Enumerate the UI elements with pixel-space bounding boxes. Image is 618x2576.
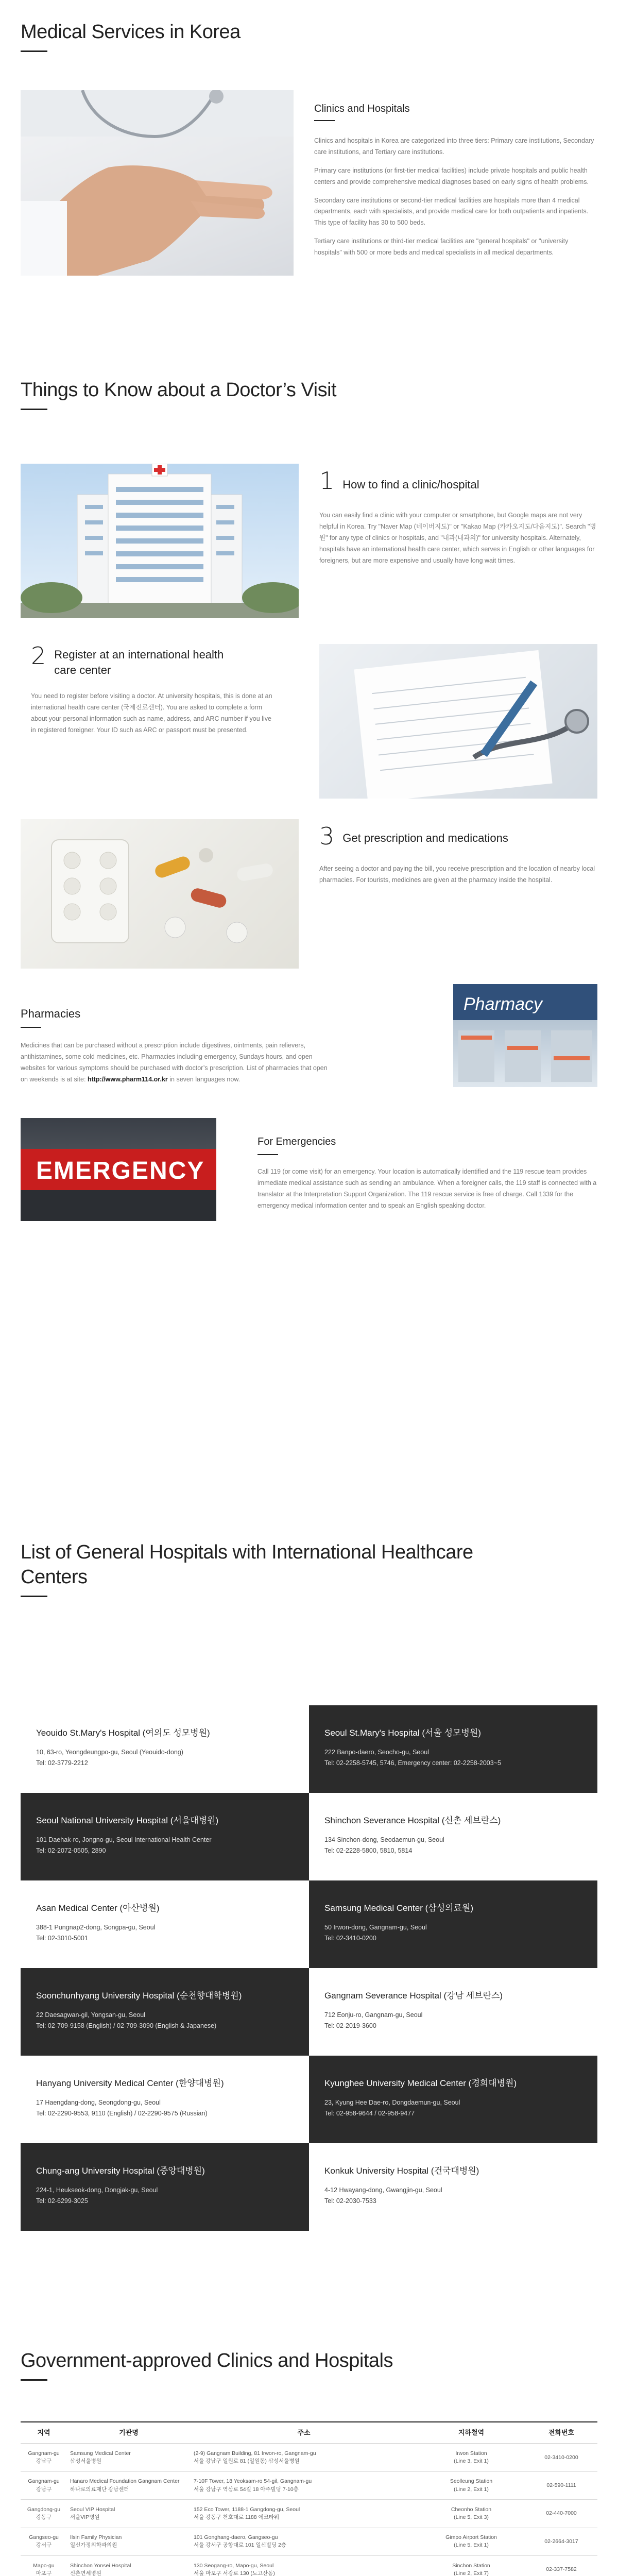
step-3 [319, 824, 597, 886]
pharmacies-title: Pharmacies [21, 1007, 81, 1020]
clinics-table-header [21, 2422, 597, 2444]
pharmacies-link[interactable]: http://www.pharm114.or.kr [87, 1075, 168, 1083]
table-cell: Sinchon Station (Line 2, Exit 7) [417, 2556, 525, 2576]
table-cell: 02-440-7000 [525, 2500, 597, 2528]
emergency-block [258, 1133, 597, 1212]
hospital-building-photo [21, 464, 299, 618]
hospital-address: 712 Eonju-ro, Gangnam-gu, Seoul Tel: 02-2019-3600 [324, 2011, 423, 2030]
hospital-name: Samsung Medical Center (삼성의료원) [324, 1903, 474, 1913]
emergency-sign-text: EMERGENCY [36, 1157, 205, 1184]
table-cell: Mapo-gu 마포구 [21, 2556, 67, 2576]
section-title: Government-approved Clinics and Hospitals [21, 2350, 393, 2371]
table-cell: Gangnam-gu 강남구 [21, 2471, 67, 2499]
step-text: You can easily find a clinic with your computer or smartphone, but Google maps are not very helpful in Korea. Try "Naver Map (네이버지도)" or "Kakao Map (카카오지도/다음지도)". Search "병원" for any type of clinics or hospitals, and "내과(내과의)" for university hospitals. Alternately, hospitals have an international health care center, which serves in English or other languages for foreigners, but are more expensive and usually have long wait times. [319, 512, 596, 564]
column-header: 전화번호 [525, 2422, 597, 2444]
emergency-title-underline [258, 1154, 278, 1155]
pharmacies-text [21, 1040, 335, 1086]
pills-illustration [21, 819, 299, 969]
hospital-name: Konkuk University Hospital (건국대병원) [324, 2166, 479, 2176]
title-underline [21, 1596, 47, 1597]
hospital-card [21, 2056, 309, 2143]
hospital-name: Asan Medical Center (아산병원) [36, 1903, 160, 1913]
hospital-address: 23, Kyung Hee Dae-ro, Dongdaemun-gu, Seoul Tel: 02-958-9644 / 02-958-9477 [324, 2099, 460, 2117]
column-header: 기관명 [67, 2422, 191, 2444]
medical-form-illustration [319, 644, 597, 799]
hospital-name: Hanyang University Medical Center (한양대병원) [36, 2078, 224, 2088]
hospital-address: 4-12 Hwayang-dong, Gwangjin-gu, Seoul Tel: 02-2030-7533 [324, 2187, 442, 2205]
clinics-title: Clinics and Hospitals [314, 103, 410, 114]
step-title: How to find a clinic/hospital [342, 478, 479, 491]
table-cell: Irwon Station (Line 3, Exit 1) [417, 2444, 525, 2471]
table-cell: 130 Seogang-ro, Mapo-gu, Seoul 서울 마포구 서강로 130 (노고산동) [191, 2556, 417, 2576]
hospital-address: 224-1, Heukseok-dong, Dongjak-gu, Seoul Tel: 02-6299-3025 [36, 2187, 158, 2205]
table-cell: 02-337-7582 [525, 2556, 597, 2576]
emergency-sign-illustration [21, 1118, 216, 1221]
clinics-table [21, 2421, 597, 2576]
step-number: 3 [319, 822, 335, 850]
hospital-name: Soonchunhyang University Hospital (순천향대학병원) [36, 1991, 242, 2001]
column-header: 주소 [191, 2422, 417, 2444]
pharmacies-title-underline [21, 1027, 41, 1028]
page-title: Medical Services in Korea [21, 21, 241, 43]
table-cell: Gimpo Airport Station (Line 5, Exit 1) [417, 2528, 525, 2555]
table-cell: Cheonho Station (Line 5, Exit 3) [417, 2500, 525, 2528]
hospital-name: Seoul National University Hospital (서울대병원) [36, 1816, 219, 1825]
clinics-table-body [21, 2444, 597, 2576]
pharmacies-block [21, 1005, 335, 1086]
step-text: You need to register before visiting a doctor. At university hospitals, this is done at an international health care center (국제진료센터). You are asked to complete a form about your personal information such as name, address, and ARC number if you live in registered foreigner. Your ID such as ARC or passport must be presented. [31, 692, 272, 734]
hospital-card [309, 1793, 597, 1880]
emergency-text: Call 119 (or come visit) for an emergency. Your location is automatically identified and the 119 rescue team provides immediate medical assistance such as sending an ambulance. When a foreigner calls, the 119 staff is connected with a translator at the Interpretation Support Organization. The 119 rescue service is free of charge. Call 1339 for the emergency medical information center and to speak an English speaking doctor. [258, 1168, 597, 1209]
hospital-address: 134 Sinchon-dong, Seodaemun-gu, Seoul Tel: 02-2228-5800, 5810, 5814 [324, 1836, 444, 1855]
hospital-card [309, 1968, 597, 2056]
section-title: Things to Know about a Doctor’s Visit [21, 379, 337, 401]
emergency-title: For Emergencies [258, 1136, 336, 1147]
pharmacies-body: Medicines that can be purchased without a prescription include digestives, ointments, pain relievers, antihistamines, some cold medicines, etc. Pharmacies including emergency, Sundays hours, and open websites for various symptoms should be purchased with doctor’s prescription. List of pharmacies that open on weekends is at site: [21, 1042, 328, 1083]
medical-form-photo [319, 644, 597, 799]
table-row [21, 2528, 597, 2555]
pharmacy-store-illustration [453, 984, 597, 1087]
hospital-address: 222 Banpo-daero, Seocho-gu, Seoul Tel: 02-2258-5745, 5746, Emergency center: 02-2258-2003~5 [324, 1749, 501, 1767]
hospital-address: 17 Haengdang-dong, Seongdong-gu, Seoul Tel: 02-2290-9553, 9110 (English) / 02-2290-9575 (Russian) [36, 2099, 208, 2117]
hospital-card [309, 1880, 597, 1968]
hospital-card [21, 2143, 309, 2231]
clinics-paragraph: Tertiary care institutions or third-tier medical facilities are "general hospitals" or "university hospitals" with 500 or more beds and medical specialists in all medical departments. [314, 238, 569, 256]
pharmacy-photo [453, 984, 597, 1087]
clinics-paragraph: Clinics and hospitals in Korea are categorized into three tiers: Primary care institutions, Secondary care institutions, and Tertiary care institutions. [314, 137, 594, 156]
table-cell: 152 Eco Tower, 1188-1 Gangdong-gu, Seoul 서울 강동구 천호대로 1188 에코타워 [191, 2500, 417, 2528]
hospital-name: Seoul St.Mary's Hospital (서울 성모병원) [324, 1728, 481, 1738]
step-title: Register at an international health care center [54, 648, 224, 676]
table-cell: 02-590-1111 [525, 2471, 597, 2499]
hospital-address: 50 Irwon-dong, Gangnam-gu, Seoul Tel: 02-3410-0200 [324, 1924, 427, 1942]
table-cell: Hanaro Medical Foundation Gangnam Center 하나로의료재단 강남센터 [67, 2471, 191, 2499]
table-cell: Ilsin Family Physician 일신가정의학과의원 [67, 2528, 191, 2555]
clinics-block [314, 100, 597, 259]
step-text: After seeing a doctor and paying the bill, you receive prescription and the location of nearby local pharmacies. For tourists, medicines are given at the pharmacy inside the hospital. [319, 865, 595, 884]
hospital-name: Chung-ang University Hospital (중앙대병원) [36, 2166, 205, 2176]
hospital-name: Yeouido St.Mary's Hospital (여의도 성모병원) [36, 1728, 210, 1738]
hospital-card [21, 1968, 309, 2056]
title-underline [21, 409, 47, 410]
table-row [21, 2500, 597, 2528]
clinics-paragraph: Secondary care institutions or second-tier medical facilities are hospitals more than 4 medical departments, each with specialists, and provide medical care for both outpatients and inpatients. This type of facility has 30 to 500 beds. [314, 196, 589, 227]
section-doctor-visit [21, 379, 336, 410]
section-government-clinics [21, 2349, 393, 2381]
hospital-address: 22 Daesagwan-gil, Yongsan-gu, Seoul Tel: 02-709-9158 (English) / 02-709-3090 (English & Japanese) [36, 2011, 217, 2030]
table-cell: Gangnam-gu 강남구 [21, 2444, 67, 2471]
table-cell: Gangseo-gu 강서구 [21, 2528, 67, 2555]
title-underline [21, 2379, 47, 2381]
table-row [21, 2556, 597, 2576]
table-cell: Samsung Medical Center 삼성서울병원 [67, 2444, 191, 2471]
table-cell: (2-9) Gangnam Building, 81 Irwon-ro, Gangnam-gu 서울 강남구 일원로 81 (일원동) 삼성서울병원 [191, 2444, 417, 2471]
column-header: 지하철역 [417, 2422, 525, 2444]
hospital-building-illustration [21, 464, 299, 618]
pharmacy-sign-text: Pharmacy [464, 994, 543, 1014]
step-title: Get prescription and medications [342, 832, 508, 844]
hospital-card [21, 1793, 309, 1880]
clinics-title-underline [314, 120, 335, 121]
hospital-card [21, 1705, 309, 1793]
table-cell: 7-10F Tower, 18 Yeoksam-ro 54-gil, Gangnam-gu 서울 강남구 역삼로 54길 18 아주빌딩 7-10층 [191, 2471, 417, 2499]
step-2 [31, 644, 278, 736]
hospital-name: Kyunghee University Medical Center (경희대병원) [324, 2078, 517, 2088]
table-cell: 02-2664-3017 [525, 2528, 597, 2555]
doctor-hand-photo [21, 90, 294, 276]
table-cell: 02-3410-0200 [525, 2444, 597, 2471]
section-medical-services [21, 21, 241, 52]
step-number: 1 [319, 467, 335, 495]
hospital-address: 10, 63-ro, Yeongdeungpo-gu, Seoul (Yeouido-dong) Tel: 02-3779-2212 [36, 1749, 183, 1767]
doctor-hand-illustration [21, 90, 294, 276]
section-title: List of General Hospitals with International Healthcare Centers [21, 1541, 473, 1588]
table-cell: Shinchon Yonsei Hospital 신촌연세병원 [67, 2556, 191, 2576]
table-cell: 101 Gonghang-daero, Gangseo-gu 서울 강서구 공항대로 101 일신빌딩 2층 [191, 2528, 417, 2555]
table-cell: Seoul VIP Hospital 서울VIP병원 [67, 2500, 191, 2528]
step-number: 2 [31, 642, 46, 670]
table-row [21, 2471, 597, 2499]
hospital-name: Shinchon Severance Hospital (신촌 세브란스) [324, 1816, 501, 1825]
table-cell: Seolleung Station (Line 2, Exit 1) [417, 2471, 525, 2499]
hospital-card [309, 2143, 597, 2231]
hospital-address: 101 Daehak-ro, Jongno-gu, Seoul International Health Center Tel: 02-2072-0505, 2890 [36, 1836, 212, 1855]
title-underline [21, 50, 47, 52]
hospital-name: Gangnam Severance Hospital (강남 세브란스) [324, 1991, 503, 2001]
hospital-card [309, 2056, 597, 2143]
hospital-address: 388-1 Pungnap2-dong, Songpa-gu, Seoul Tel: 02-3010-5001 [36, 1924, 156, 1942]
pharmacies-tail: in seven languages now. [167, 1075, 241, 1083]
table-cell: Gangdong-gu 강동구 [21, 2500, 67, 2528]
table-row [21, 2444, 597, 2471]
emergency-photo [21, 1118, 216, 1221]
clinics-text [314, 135, 597, 259]
step-1 [319, 469, 597, 566]
pills-photo [21, 819, 299, 969]
column-header: 지역 [21, 2422, 67, 2444]
section-general-hospitals [21, 1540, 536, 1597]
clinics-paragraph: Primary care institutions (or first-tier medical facilities) include private hospitals and public health centers and provide comprehensive medical diagnoses based on early signs of health problems. [314, 166, 589, 185]
hospital-card [309, 1705, 597, 1793]
hospital-card [21, 1880, 309, 1968]
